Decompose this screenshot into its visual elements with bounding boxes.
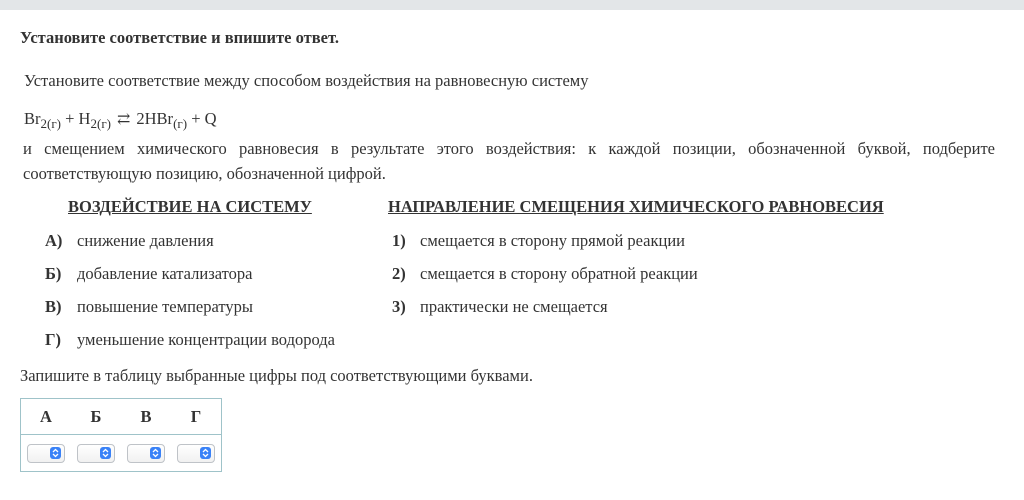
left-item-b [45,264,252,284]
answer-cell-g [171,435,222,472]
item-text: практически не смещается [420,297,608,316]
task-description: и смещением химического равновесия в результате этого воздействия: к каждой позиции, обозначенной буквой, подберите соответствующую позицию, обозначенной цифрой. [23,139,995,183]
page-title: Установите соответствие и впишите ответ. [20,28,339,47]
answer-select-a[interactable] [27,444,65,463]
item-key: 2) [392,264,406,283]
item-text: добавление катализатора [77,264,253,283]
answer-select-g[interactable] [177,444,215,463]
select-stepper-icon [100,447,111,459]
eq-product-subscript: (г) [173,116,188,131]
item-key: А) [45,231,63,250]
task-intro: Установите соответствие между способом воздействия на равновесную систему [24,71,589,90]
select-stepper-icon [150,447,161,459]
eq-br-subscript: 2(г) [40,116,61,131]
select-stepper-icon [50,447,61,459]
eq-h-subscript: 2(г) [90,116,111,131]
answer-table [20,398,222,472]
item-key: 3) [392,297,406,316]
answer-select-v[interactable] [127,444,165,463]
answer-header-b: Б [71,399,121,435]
select-stepper-icon [200,447,211,459]
item-text: уменьшение концентрации водорода [77,330,335,349]
answer-cell-v [121,435,171,472]
left-column-heading: ВОЗДЕЙСТВИЕ НА СИСТЕМУ [68,197,312,216]
answer-header-a: А [21,399,72,435]
eq-reactant-h: + H [61,109,91,128]
right-column-heading: НАПРАВЛЕНИЕ СМЕЩЕНИЯ ХИМИЧЕСКОГО РАВНОВЕСИЯ [388,197,884,216]
answer-table-header-row [21,399,222,435]
answer-instruction: Запишите в таблицу выбранные цифры под соответствующими буквами. [20,366,533,385]
right-item-2 [392,264,698,284]
answer-table-select-row [21,435,222,472]
equilibrium-arrow-icon: ⇄ [116,111,131,128]
left-item-g [45,330,335,350]
item-key: Б) [45,264,62,283]
item-key: Г) [45,330,61,349]
eq-product: 2HBr [136,109,174,128]
reaction-equation [24,109,217,132]
item-text: повышение температуры [77,297,253,316]
item-text: смещается в сторону обратной реакции [420,264,698,283]
answer-cell-a [21,435,72,472]
item-text: снижение давления [77,231,214,250]
right-item-1 [392,231,685,251]
answer-header-v: В [121,399,171,435]
left-item-v [45,297,253,317]
answer-select-b[interactable] [77,444,115,463]
left-item-a [45,231,214,251]
item-key: 1) [392,231,406,250]
answer-header-g: Г [171,399,222,435]
item-key: В) [45,297,62,316]
eq-heat: + Q [187,109,217,128]
top-bar [0,0,1024,10]
eq-reactant-br: Br [24,109,41,128]
right-item-3 [392,297,608,317]
item-text: смещается в сторону прямой реакции [420,231,685,250]
answer-cell-b [71,435,121,472]
